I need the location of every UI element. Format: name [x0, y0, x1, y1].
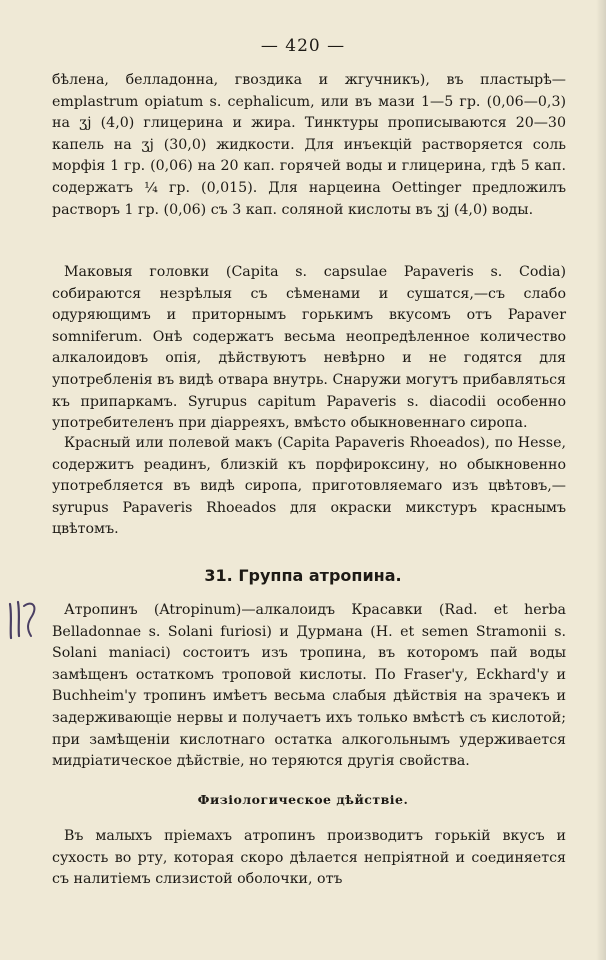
page-edge-shadow — [596, 0, 606, 960]
paragraph-text: Атропинъ (Atropinum)—алкалоидъ Красавки (Rad. et herba Belladonnae s. Solani furiosi) и Дурмана (H. et semen Stramonii s. Solani maniaci) состоитъ изъ тропина, въ которомъ пай воды замѣщенъ остаткомъ троповой кислоты. По Fraser'у, Eckhard'у и Buchheim'у тропинъ имѣетъ весьма слабыя дѣйствія на зрачекъ и задерживающіе нервы и получаетъ ихъ только вмѣстѣ съ кислотой; при замѣщеніи кислотнаго остатка алкогольнымъ удерживается мидріатическое дѣйствіе, но теряются другія свойства. — [52, 602, 566, 770]
paragraph-text: Маковыя головки (Capita s. capsulae Papaveris s. Codia) собираются незрѣлыя съ сѣменами и сушатся,—съ слабо одуряющимъ и приторнымъ горькимъ вкусомъ отъ Papaver somniferum. Онѣ содержатъ весьма неопредѣленное количество алкалоидовъ опія, дѣйствуютъ невѣрно и не годятся для употребленія въ видѣ отвара внутрь. Снаружи могутъ прибавляться къ припаркамъ. Syrupus capitum Papaveris s. diacodii особенно употребителенъ при діарреяхъ, вмѣсто обыкновеннаго сиропа. — [52, 264, 566, 432]
subsection-heading: Физіологическое дѣйствіе. — [197, 792, 409, 807]
margin-mark-icon — [4, 596, 42, 642]
paragraph-text: Красный или полевой макъ (Capita Papaveris Rhoeados), по Hesse, содержитъ реадинъ, близкій къ порфироксину, но обыкновенно употребляется въ видѣ сиропа, приготовляемаго изъ цвѣтовъ,—syrupus Papaveris Rhoeados для окраски микстуръ краснымъ цвѣтомъ. — [52, 435, 566, 538]
paragraph-text: Въ малыхъ пріемахъ атропинъ производитъ горькій вкусъ и сухость во рту, которая скоро дѣлается непріятной и соединяется съ налитіемъ слизистой оболочки, отъ — [52, 828, 566, 888]
paragraph-atropine — [52, 600, 566, 773]
paragraph-opium-preparations — [52, 70, 566, 221]
section-heading: 31. Группа атропина. — [204, 566, 402, 585]
handwritten-margin-mark — [4, 596, 42, 642]
paragraph-poppy-heads — [52, 262, 566, 435]
paragraph-red-poppy — [52, 433, 566, 541]
paragraph-small-doses — [52, 826, 566, 891]
page-number: — 420 — — [260, 36, 346, 56]
paragraph-text: бѣлена, белладонна, гвоздика и жгучникъ), въ пластырѣ—emplastrum opiatum s. cephalicum, или въ мази 1—5 гр. (0,06—0,3) на ʒj (4,0) глицерина и жира. Тинктуры прописываются 20—30 капель на ʒj (30,0) жидкости. Для инъекцій растворяется соль морфія 1 гр. (0,06) на 20 кап. горячей воды и глицерина, гдѣ 5 кап. содержатъ ¼ гр. (0,015). Для нарцеина Oettinger предложилъ растворъ 1 гр. (0,06) съ 3 кап. соляной кислоты въ ʒj (4,0) воды. — [52, 72, 566, 218]
